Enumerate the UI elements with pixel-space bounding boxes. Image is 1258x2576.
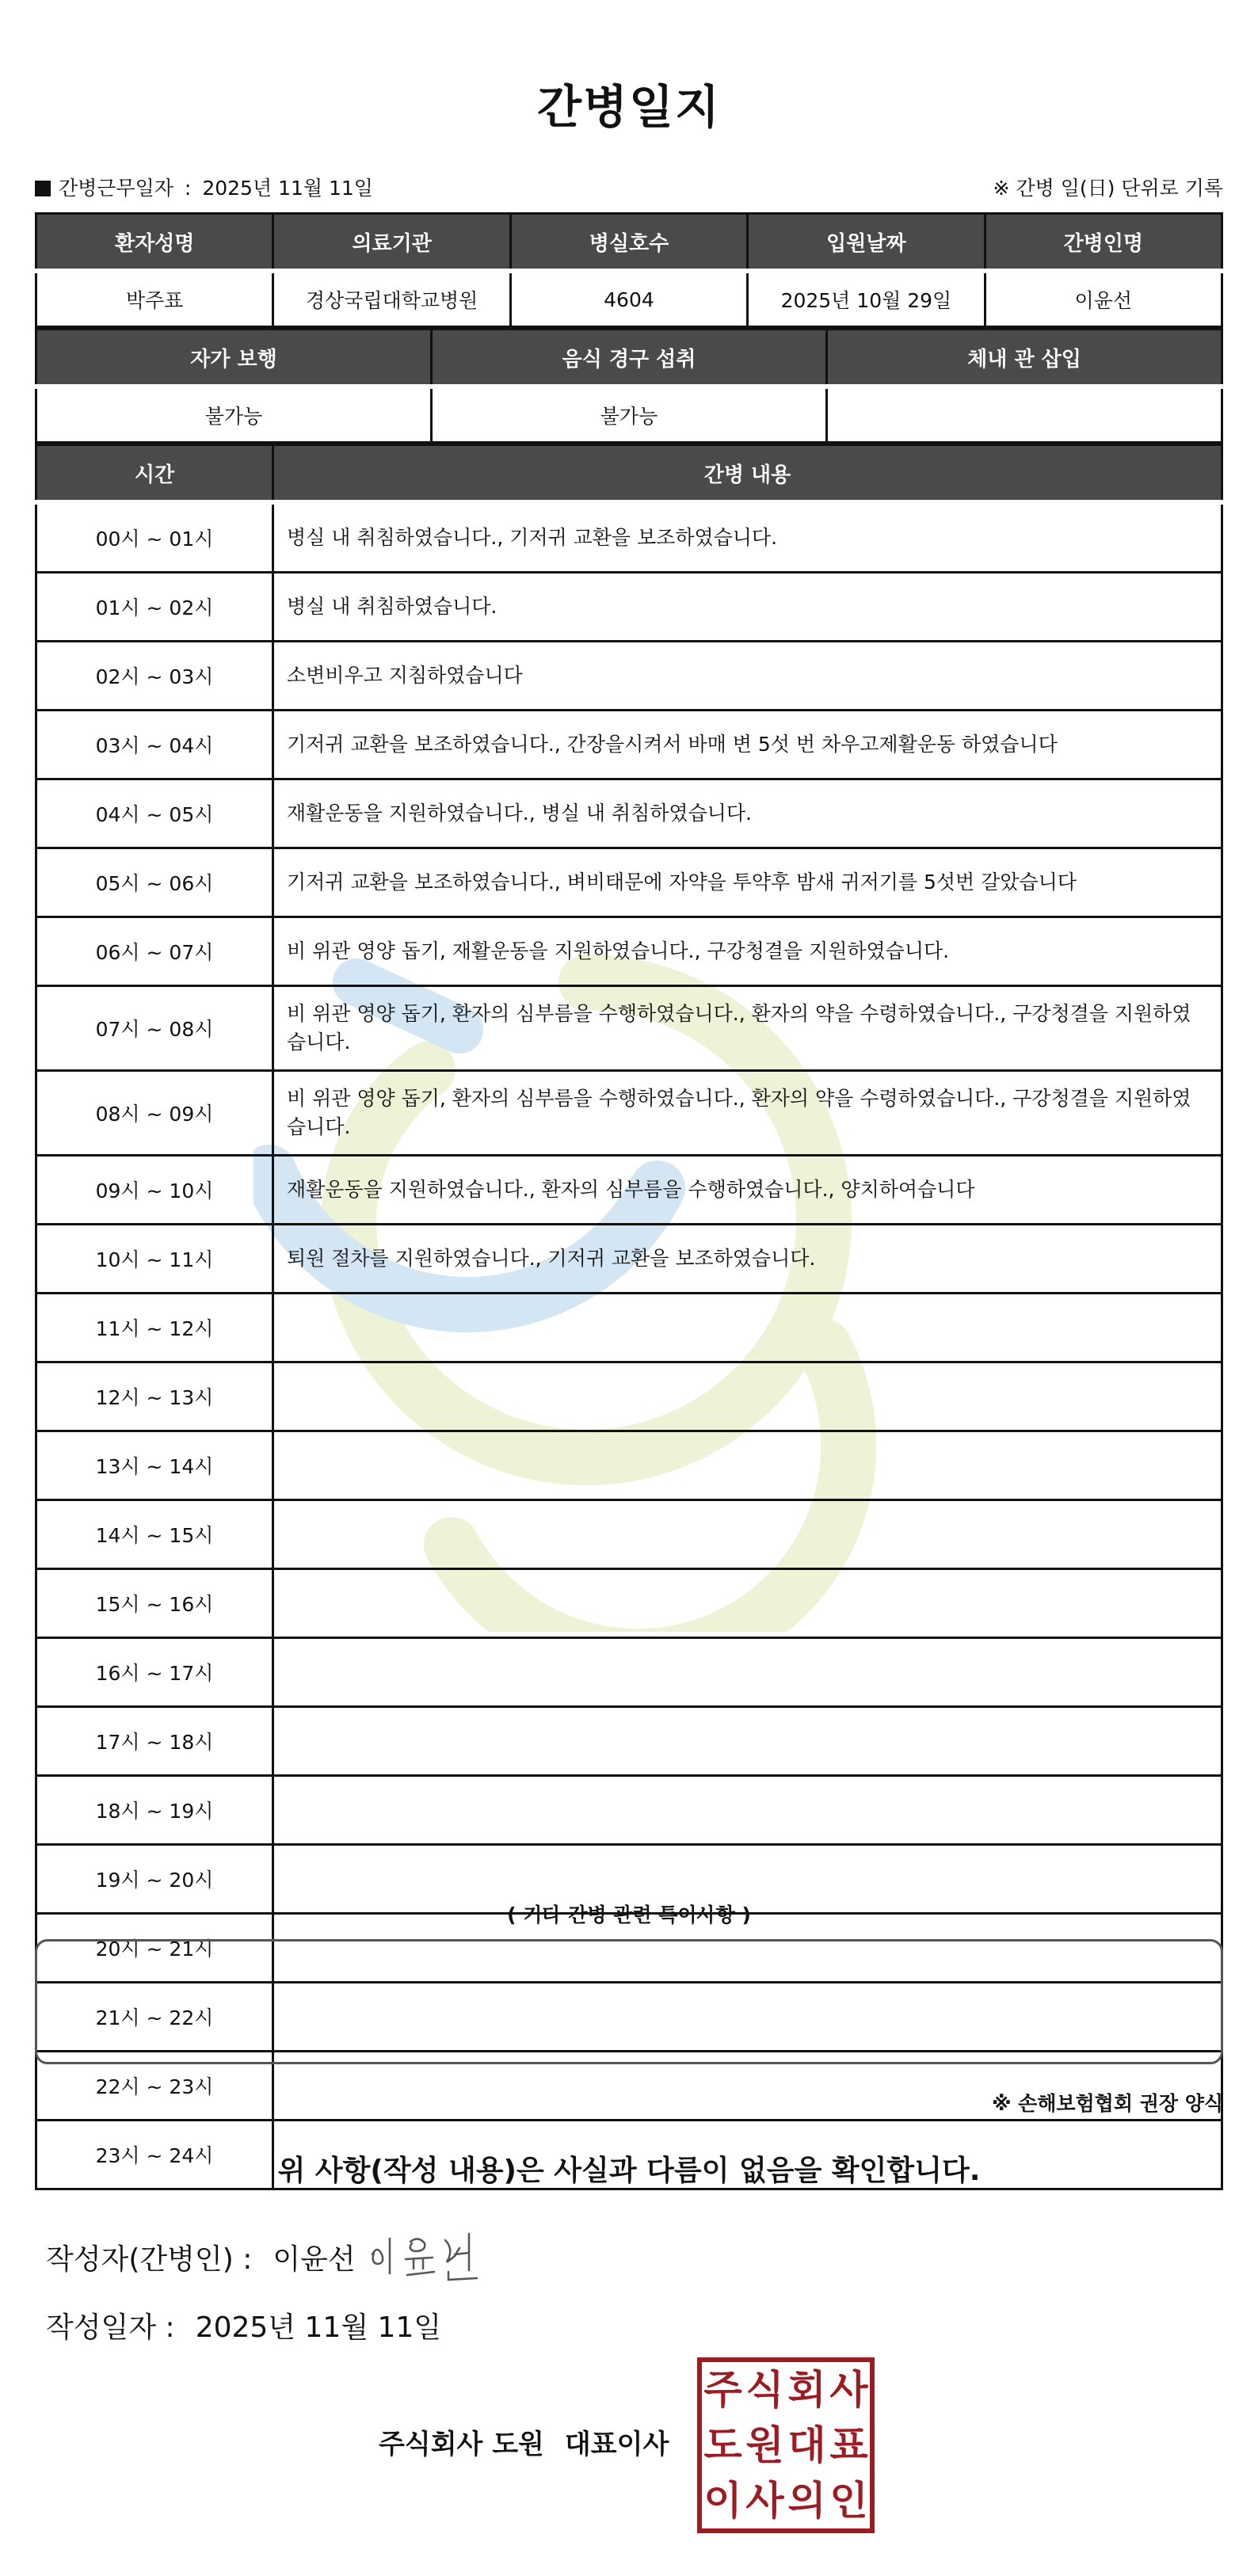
unit-note: ※ 간병 일(日) 단위로 기록 — [993, 177, 1223, 200]
table-row — [36, 573, 1222, 642]
log-time-cell: 04시 ~ 05시 — [36, 779, 273, 848]
patient-info-table — [35, 212, 1223, 328]
table-row — [36, 642, 1222, 711]
log-content-cell — [273, 1707, 1222, 1776]
log-content-cell: 병실 내 취침하였습니다., 기저귀 교환을 보조하였습니다. — [273, 502, 1222, 573]
log-content-cell — [273, 1362, 1222, 1431]
log-content-cell: 퇴원 절차를 지원하였습니다., 기저귀 교환을 보조하였습니다. — [273, 1225, 1222, 1294]
log-content-cell — [273, 1500, 1222, 1569]
table-row — [36, 1431, 1222, 1500]
log-time-cell: 05시 ~ 06시 — [36, 848, 273, 917]
table-row — [36, 1156, 1222, 1225]
table-row — [36, 779, 1222, 848]
seal-char: 주 — [703, 2367, 742, 2413]
seal-char: 대 — [787, 2422, 826, 2468]
work-date-line: 간병근무일자 : 2025년 11월 11일 — [35, 173, 373, 201]
oral-intake: 불가능 — [432, 387, 827, 443]
log-time-cell: 07시 ~ 08시 — [36, 986, 273, 1071]
handwritten-signature — [366, 2224, 509, 2288]
log-content-cell: 소변비우고 지침하였습니다 — [273, 642, 1222, 711]
table-row — [36, 502, 1222, 573]
log-time-cell: 17시 ~ 18시 — [36, 1707, 273, 1776]
table-row — [36, 1638, 1222, 1707]
log-time-cell: 00시 ~ 01시 — [36, 502, 273, 573]
header-caregiver: 간병인명 — [985, 214, 1222, 272]
header-self-walking: 자가 보행 — [36, 330, 432, 387]
log-content-cell: 병실 내 취침하였습니다. — [273, 573, 1222, 642]
company-line — [379, 2422, 669, 2461]
seal-char: 인 — [829, 2478, 868, 2524]
header-hospital: 의료기관 — [273, 214, 510, 272]
room-number: 4604 — [510, 271, 747, 327]
header-admission-date: 입원날짜 — [748, 214, 985, 272]
log-time-cell: 11시 ~ 12시 — [36, 1294, 273, 1362]
company-seal-stamp — [697, 2357, 875, 2533]
work-date-label: 간병근무일자 — [59, 177, 173, 200]
log-time-cell: 21시 ~ 22시 — [36, 1983, 273, 2052]
header-care-content: 간병 내용 — [273, 445, 1222, 503]
table-row — [36, 711, 1222, 779]
log-time-cell: 20시 ~ 21시 — [36, 1914, 273, 1983]
written-date-line — [46, 2305, 441, 2345]
patient-name: 박주표 — [36, 271, 273, 327]
log-time-cell: 12시 ~ 13시 — [36, 1362, 273, 1431]
log-time-cell: 22시 ~ 23시 — [36, 2052, 273, 2121]
writer-label: 작성자(간병인) : — [46, 2243, 253, 2276]
special-notes-title: ( 기타 간병 관련 특이사항 ) — [507, 1903, 751, 1926]
seal-char: 사 — [745, 2478, 784, 2524]
seal-char: 이 — [703, 2478, 742, 2524]
log-content-cell: 비 위관 영양 돕기, 재활운동을 지원하였습니다., 구강청결을 지원하였습니다. — [273, 917, 1222, 986]
table-row — [36, 1294, 1222, 1362]
log-content-cell: 비 위관 영양 돕기, 환자의 심부름을 수행하였습니다., 환자의 약을 수령하였습니다., 구강청결을 지원하였습니다. — [273, 986, 1222, 1071]
log-time-cell: 01시 ~ 02시 — [36, 573, 273, 642]
header-time: 시간 — [36, 445, 273, 503]
table-row — [36, 986, 1222, 1071]
table-row — [36, 1225, 1222, 1294]
special-notes-box — [35, 1939, 1223, 2064]
seal-char: 표 — [829, 2422, 868, 2468]
log-time-cell: 03시 ~ 04시 — [36, 711, 273, 779]
log-time-cell: 19시 ~ 20시 — [36, 1845, 273, 1914]
log-content-cell — [273, 1294, 1222, 1362]
care-log-body — [36, 502, 1222, 2189]
tube-insertion — [827, 387, 1222, 443]
company-name: 주식회사 도원 — [379, 2429, 544, 2460]
square-bullet-icon — [35, 181, 51, 196]
written-date-label: 작성일자 : — [46, 2311, 175, 2344]
seal-char: 원 — [745, 2422, 784, 2468]
table-row — [36, 848, 1222, 917]
log-time-cell: 06시 ~ 07시 — [36, 917, 273, 986]
table-row — [36, 1500, 1222, 1569]
header-tube-insertion: 체내 관 삽입 — [827, 330, 1222, 387]
log-content-cell — [273, 1638, 1222, 1707]
log-content-cell: 재활운동을 지원하였습니다., 환자의 심부름을 수행하였습니다., 양치하여습니다 — [273, 1156, 1222, 1225]
log-content-cell — [273, 1776, 1222, 1845]
status-table — [35, 328, 1223, 444]
writer-name: 이윤선 — [273, 2243, 356, 2276]
care-log-table — [35, 444, 1223, 2190]
log-time-cell: 08시 ~ 09시 — [36, 1071, 273, 1156]
association-note: ※ 손해보험협회 권장 양식 — [992, 2092, 1223, 2115]
table-row — [36, 1071, 1222, 1156]
seal-char: 사 — [829, 2367, 868, 2413]
writer-line — [46, 2237, 356, 2277]
table-row — [36, 917, 1222, 986]
table-row — [36, 1569, 1222, 1638]
log-content-cell — [273, 1569, 1222, 1638]
log-content-cell — [273, 1431, 1222, 1500]
log-time-cell: 18시 ~ 19시 — [36, 1776, 273, 1845]
log-time-cell: 15시 ~ 16시 — [36, 1569, 273, 1638]
header-patient-name: 환자성명 — [36, 214, 273, 272]
log-content-cell: 비 위관 영양 돕기, 환자의 심부름을 수행하였습니다., 환자의 약을 수령하였습니다., 구강청결을 지원하였습니다. — [273, 1071, 1222, 1156]
work-date-value: 2025년 11월 11일 — [202, 177, 373, 200]
seal-char: 의 — [787, 2478, 826, 2524]
written-date: 2025년 11월 11일 — [195, 2311, 442, 2344]
log-time-cell: 23시 ~ 24시 — [36, 2121, 273, 2189]
table-row — [36, 1362, 1222, 1431]
caregiver-name: 이윤선 — [985, 271, 1222, 327]
header-room: 병실호수 — [510, 214, 747, 272]
company-role: 대표이사 — [564, 2429, 669, 2460]
confirm-statement: 위 사항(작성 내용)은 사실과 다름이 없음을 확인합니다. — [277, 2155, 981, 2187]
seal-char: 회 — [787, 2367, 826, 2413]
hospital: 경상국립대학교병원 — [273, 271, 510, 327]
log-content-cell: 기저귀 교환을 보조하였습니다., 간장을시켜서 바매 변 5섯 번 차우고제활운동 하였습니다 — [273, 711, 1222, 779]
page-title: 간병일지 — [536, 80, 722, 134]
log-time-cell: 14시 ~ 15시 — [36, 1500, 273, 1569]
log-time-cell: 16시 ~ 17시 — [36, 1638, 273, 1707]
log-content-cell: 재활운동을 지원하였습니다., 병실 내 취침하였습니다. — [273, 779, 1222, 848]
self-walking: 불가능 — [36, 387, 432, 443]
log-time-cell: 10시 ~ 11시 — [36, 1225, 273, 1294]
seal-char: 식 — [745, 2367, 784, 2413]
log-time-cell: 02시 ~ 03시 — [36, 642, 273, 711]
table-row — [36, 1776, 1222, 1845]
log-time-cell: 09시 ~ 10시 — [36, 1156, 273, 1225]
log-time-cell: 13시 ~ 14시 — [36, 1431, 273, 1500]
header-oral-intake: 음식 경구 섭취 — [432, 330, 827, 387]
table-row — [36, 1707, 1222, 1776]
seal-char: 도 — [703, 2422, 742, 2468]
log-content-cell: 기저귀 교환을 보조하였습니다., 벼비태문에 자약을 투약후 밤새 귀저기를 5섯번 갈았습니다 — [273, 848, 1222, 917]
admission-date: 2025년 10월 29일 — [748, 271, 985, 327]
